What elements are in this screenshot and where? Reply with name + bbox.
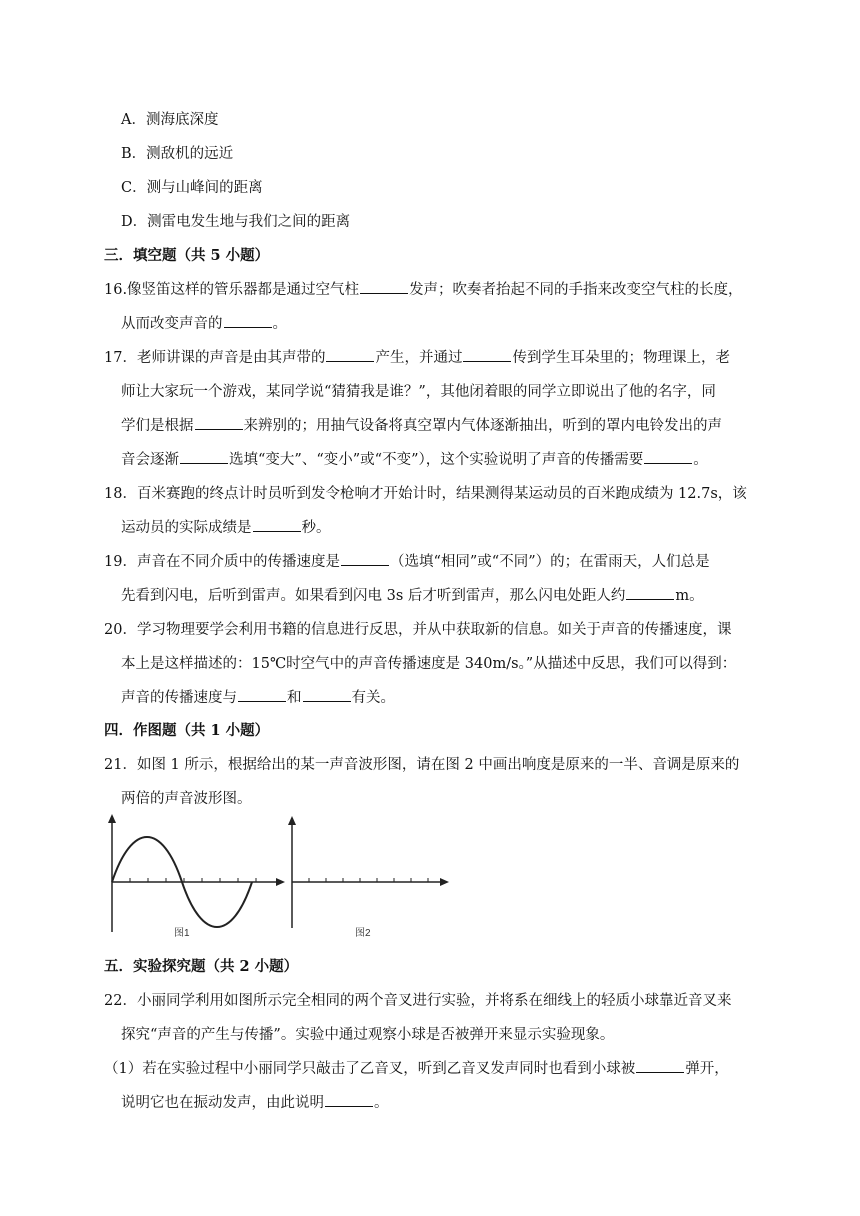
- q17-text-6: 音会逐渐: [121, 452, 179, 468]
- question-16: [104, 279, 743, 301]
- q16-text-3: 从而改变声音的: [121, 316, 223, 332]
- q16-text-4: 。: [272, 316, 287, 332]
- q18-text-2: 秒。: [301, 520, 331, 536]
- q17-text-2: 产生，并通过: [375, 350, 463, 366]
- fig2-x-arrow: [440, 878, 449, 886]
- question-17: [104, 347, 730, 369]
- q19-text-2: （选填“相同”或“不同”）的；在雷雨天，人们总是: [389, 554, 710, 570]
- question-22-sub1: [104, 1058, 729, 1080]
- option-b: B．测敌机的远近: [121, 146, 234, 162]
- q17-text-7: 选填“变大”、“变小”或“不变”），这个实验说明了声音的传播需要: [229, 452, 644, 468]
- q22-text-1: （1）若在实验过程中小丽同学只敲击了乙音叉，听到乙音叉发声同时也看到小球被: [104, 1061, 636, 1077]
- answer-blank[interactable]: [253, 517, 301, 532]
- answer-blank[interactable]: [180, 449, 228, 464]
- section-heading-fill-blank: 三．填空题（共 5 小题）: [104, 247, 270, 264]
- q20-text-2: 和: [287, 690, 302, 706]
- question-21: 21．如图 1 所示，根据给出的某一声音波形图，请在图 2 中画出响度是原来的一半、音调是原来的: [104, 757, 740, 773]
- question-17-line3: [121, 415, 722, 437]
- question-19: [104, 551, 710, 573]
- section-heading-experiment: 五．实验探究题（共 2 小题）: [104, 958, 299, 975]
- q22-text-3: 说明它也在振动发声，由此说明: [121, 1095, 324, 1111]
- fig1-y-arrow: [108, 814, 116, 823]
- fig2-y-arrow: [288, 816, 296, 825]
- q19-text-1: 19．声音在不同介质中的传播速度是: [104, 554, 340, 570]
- question-18-line2: [121, 517, 331, 539]
- q17-text-1: 17．老师讲课的声音是由其声带的: [104, 350, 326, 366]
- q22-text-4: 。: [374, 1095, 389, 1111]
- question-20: 20．学习物理要学会利用书籍的信息进行反思，并从中获取新的信息。如关于声音的传播速度，课: [104, 622, 732, 638]
- answer-blank[interactable]: [195, 415, 243, 430]
- answer-blank[interactable]: [360, 279, 408, 294]
- q17-text-3: 传到学生耳朵里的；物理课上，老: [512, 350, 730, 366]
- q20-text-1: 声音的传播速度与: [121, 690, 237, 706]
- question-18: 18．百米赛跑的终点计时员听到发令枪响才开始计时，结果测得某运动员的百米跑成绩为 12.7s，该: [104, 486, 747, 502]
- q17-text-5: 来辨别的；用抽气设备将真空罩内气体逐渐抽出，听到的罩内电铃发出的声: [243, 418, 722, 434]
- question-17-line2: 师让大家玩一个游戏，某同学说“猜猜我是谁？”，其他闭着眼的同学立即说出了他的名字，同: [121, 384, 716, 400]
- question-19-line2: [121, 585, 704, 607]
- q17-text-8: 。: [693, 452, 708, 468]
- q17-text-4: 学们是根据: [121, 418, 194, 434]
- option-c: C．测与山峰间的距离: [121, 180, 263, 196]
- question-20-line2: 本上是这样描述的：15℃时空气中的声音传播速度是 340m/s。”从描述中反思，我们可以得到：: [121, 656, 737, 672]
- question-20-line3: [121, 687, 395, 709]
- answer-blank[interactable]: [325, 1092, 373, 1107]
- q22-text-2: 弹开，: [685, 1061, 729, 1077]
- q16-text-1: 16.像竖笛这样的管乐器都是通过空气柱: [104, 282, 360, 298]
- answer-blank[interactable]: [238, 687, 286, 702]
- question-22: 22．小丽同学利用如图所示完全相同的两个音叉进行实验，并将系在细线上的轻质小球靠近音叉来: [104, 993, 732, 1009]
- question-16-cont: [121, 313, 287, 335]
- question-21-line2: 两倍的声音波形图。: [121, 791, 252, 807]
- question-17-line4: [121, 449, 708, 471]
- answer-blank[interactable]: [463, 347, 511, 362]
- q19-text-3: 先看到闪电，后听到雷声。如果看到闪电 3s 后才听到雷声，那么闪电处距人约: [121, 588, 626, 604]
- q19-text-4: m。: [675, 588, 704, 604]
- waveform-figures: [102, 812, 454, 944]
- option-d: D．测雷电发生地与我们之间的距离: [121, 214, 351, 230]
- question-22-sub1-line2: [121, 1092, 389, 1114]
- fig1-label: 图1: [174, 928, 190, 939]
- answer-blank[interactable]: [303, 687, 351, 702]
- answer-blank[interactable]: [224, 313, 272, 328]
- option-a: A．测海底深度: [121, 112, 219, 128]
- section-heading-drawing: 四．作图题（共 1 小题）: [104, 722, 270, 739]
- answer-blank[interactable]: [326, 347, 374, 362]
- waveform-figures-svg: [102, 812, 454, 944]
- fig2-label: 图2: [355, 928, 371, 939]
- answer-blank[interactable]: [341, 551, 389, 566]
- q16-text-2: 发声；吹奏者抬起不同的手指来改变空气柱的长度，: [409, 282, 743, 298]
- answer-blank[interactable]: [626, 585, 674, 600]
- figure-1: [108, 814, 285, 939]
- fig1-x-arrow: [276, 878, 285, 886]
- figure-2: [288, 816, 449, 939]
- q20-text-3: 有关。: [351, 690, 395, 706]
- question-22-line2: 探究“声音的产生与传播”。实验中通过观察小球是否被弹开来显示实验现象。: [121, 1027, 615, 1043]
- answer-blank[interactable]: [644, 449, 692, 464]
- q18-text-1: 运动员的实际成绩是: [121, 520, 252, 536]
- answer-blank[interactable]: [636, 1058, 684, 1073]
